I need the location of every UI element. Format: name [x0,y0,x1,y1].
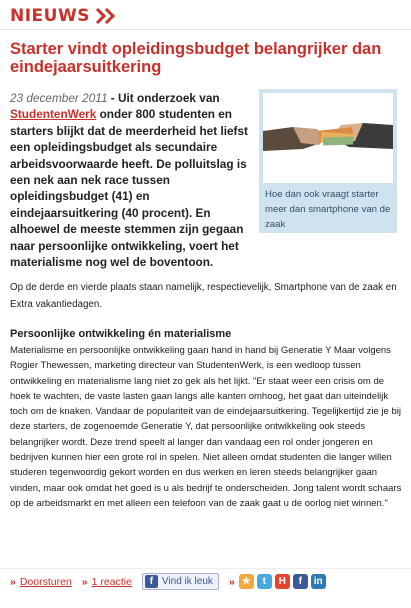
facebook-like-button[interactable] [142,573,219,590]
favorite-star-icon[interactable]: ★ [239,574,254,589]
twitter-icon[interactable]: t [257,574,272,589]
article-title: Starter vindt opleidingsbudget belangrijker dan eindejaarsuitkering [10,40,382,76]
footer-divider [0,568,411,569]
photo-caption: Hoe dan ook vraagt starter meer dan smartphone van de zaak [265,189,391,230]
lead-text: onder 800 studenten en starters blijkt dat de meerderheid het liefst een opleidingsbudget als secundaire arbeidsvoorwaarde heeft. De polluitslag is een nek aan nek race tussen opleidingsbudget (41) en eindejaarsuitkering (40 procent). En alhoewel de meeste stemmen zijn gegaan naar persoonlijke ontwikkeling, voert het materialisme nog wel de boventoon. [10,107,248,270]
article-date: 23 december 2011 [10,91,108,105]
forward-arrow-icon: » [10,575,16,588]
article-body: Materialisme en persoonlijke ontwikkeling gaan hand in hand bij Generatie Y Maar volgens Rogier Thewessen, marketing directeur van StudentenWerk, is een wedloop tussen ontwikkeling en materialisme lang niet zo gek als het lijkt. "Er staat weer een crisis om de hoek te wachten, de vaste lasten gaan langs alle kanten omhoog, het gaat dan uiteindelijk toch om de knaken. Vandaar de populariteit van de eindejaarsuitkering. Tegelijkertijd zie je bij deze starters, de zogenoemde Generatie Y, dat persoonlijke ontwikkeling ook steeds belangrijker wordt. Deze trend speelt al langer dan vandaag een rol onder jongeren en bedrijven kunnen hier een grote rol in spelen. Niet alleen omdat studenten die langer willen studeren tegenwoordig gekort worden en dus werken en leren steeds belangrijker gaan vinden, maar ook omdat het goed is u als bedrijf te onderscheiden. Jong talent wordt schaars op de arbeidsmarkt en met alleen een telefoon van de zaak gaat u de oorlog niet winnen." [10,345,402,509]
like-label: Vind ik leuk [161,576,213,587]
studentenwerk-link[interactable]: StudentenWerk [10,107,97,122]
article-subheading: Persoonlijke ontwikkeling én materialisme [10,328,232,340]
article-lead [10,90,250,270]
share-arrow-icon: » [228,575,235,588]
section-header [10,6,118,26]
handing-money-illustration [263,93,393,183]
linkedin-icon[interactable]: in [311,574,326,589]
section-label: NIEUWS [10,6,90,26]
reactions-arrow-icon: » [81,575,88,588]
article-paragraph: Op de derde en vierde plaats staan namelijk, respectievelijk, Smartphone van de zaak en Extra vakantiedagen. [10,282,397,310]
double-chevron-icon [94,6,118,26]
share-icons [239,574,329,589]
article-photo [263,93,393,183]
hyves-icon[interactable]: H [275,574,290,589]
lead-prefix: - Uit onderzoek van [107,91,220,105]
forward-link[interactable]: Doorsturen [19,575,72,588]
article-actions [10,573,329,590]
header-divider [0,29,411,30]
reactions-link[interactable]: 1 reactie [91,575,132,588]
article-photo-box [259,89,397,233]
facebook-icon[interactable]: f [293,574,308,589]
facebook-like-icon: f [145,575,158,588]
